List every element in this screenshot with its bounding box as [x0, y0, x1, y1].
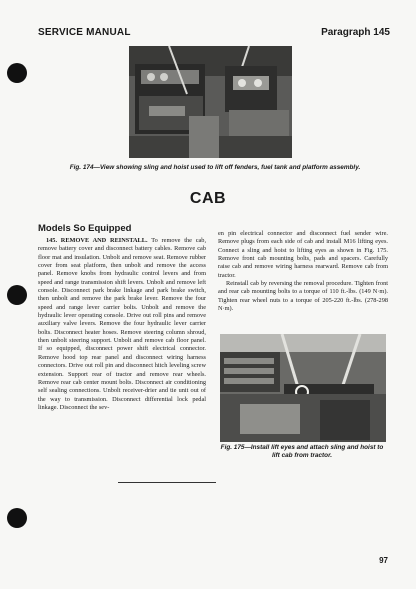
- running-header-title: SERVICE MANUAL: [38, 27, 131, 38]
- figure-175-photo: [220, 334, 386, 442]
- body-column-right: [218, 230, 388, 313]
- binder-hole: [7, 508, 27, 528]
- subheading: Models So Equipped: [38, 223, 132, 234]
- divider-rule: [118, 482, 216, 483]
- running-header-paragraph: Paragraph 145: [321, 27, 390, 38]
- paragraph-continued: en pin electrical connector and disconnect fuel sender wire. Remove plugs from each side of cab and install M16 lifting eyes. Connect a sling and hoist to lifting eyes as shown in Fig. 175. Remove front cab mounting bolts, pads and spacers. Carefully raise cab and remove wiring harness rearward. Remove cab from tractor.: [218, 230, 388, 279]
- body-column-left: [38, 237, 206, 412]
- section-title: CAB: [189, 190, 227, 207]
- paragraph-text: To remove the cab, remove battery cover and disconnect battery cables. Remove cab floor mat and insulation. Unbolt and remove seat. Remove rubber cover from seat platform, then unbolt and remove the access panel. Remove knobs from hydraulic control levers and from speed and range transmission shift levers. Unbolt and remove left console. Disconnect park brake linkage and park brake switch, then unbolt and remove the park brake lever. Remove the four speed and range lever carrier bolts. Unbolt and remove the hydraulic lever operating console. Drive out roll pins and remove auxiliary valve levers. Remove the four hydraulic lever carrier bolts. Disconnect heater hoses. Remove steering column shroud, then unbolt steering support. Unbolt and remove cab floor panel. If so equipped, disconnect power shift electrical connector. Remove hood top rear panel and disconnect wiring harness connectors. Drive out roll pin and disconnect hitch leveling screw extension. Support rear of tractor and remove rear wheels. Remove rear cab center mount bolts. Disconnect air conditioning self sealing connections. Unbolt receiver-drier and tie unit out of the way to transmission. Disconnect differential lock pedal linkage. Disconnect the sev-: [38, 237, 207, 411]
- binder-hole: [7, 63, 27, 83]
- figure-174-photo: [129, 46, 292, 158]
- figure-175-caption: Fig. 175—Install lift eyes and attach sling and hoist to lift cab from tractor.: [220, 444, 384, 459]
- binder-hole: [7, 285, 27, 305]
- paragraph-heading: 145. REMOVE AND REINSTALL.: [46, 237, 148, 244]
- paragraph-145: [38, 237, 206, 412]
- figure-174-caption: Fig. 174—View showing sling and hoist used to lift off fenders, fuel tank and platform assembly.: [69, 164, 361, 171]
- paragraph-reinstall: Reinstall cab by reversing the removal procedure. Tighten front and rear cab mounting bolts to a torque of 110 ft.-lbs. (149 N·m). Tighten rear wheel nuts to a torque of 205-220 ft.-lbs. (278-298 N·m).: [218, 280, 388, 313]
- page-number: 97: [379, 556, 388, 565]
